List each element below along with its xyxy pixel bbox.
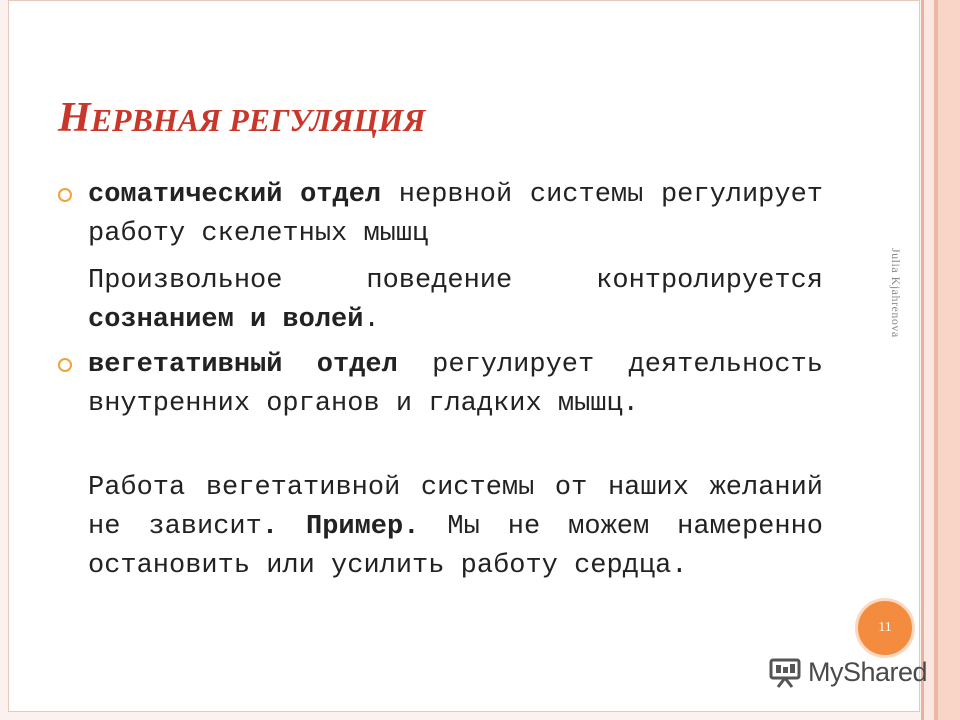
bold-term: соматический отдел [88, 180, 382, 210]
page-number: 11 [878, 620, 892, 635]
paragraph-somatic [88, 176, 823, 254]
paragraph-example [88, 469, 823, 586]
title-rest: ЕРВНАЯ РЕГУЛЯЦИЯ [90, 102, 426, 138]
paragraph-text: Мы не можем намеренно остановить или усилить работу сердца. [88, 512, 823, 581]
bold-term: сознанием и волей [88, 305, 364, 335]
presentation-icon [768, 655, 802, 689]
bullet-icon [58, 358, 72, 372]
bold-term: . Пример. [261, 512, 420, 542]
slide-title [58, 94, 425, 142]
paragraph-voluntary [88, 262, 823, 340]
author-label: Julia Kjahrenova [889, 248, 903, 338]
title-initial: Н [58, 95, 91, 141]
paragraph-autonomic [88, 346, 823, 424]
bold-term: вегетативный отдел [88, 350, 398, 380]
decor-stripe [938, 0, 960, 720]
watermark-text: MyShared [808, 656, 928, 687]
watermark-logo [768, 655, 927, 689]
bullet-icon [58, 188, 72, 202]
paragraph-text: . [363, 305, 380, 335]
decor-stripe [924, 0, 934, 720]
paragraph-text: регулирует деятельность внутренних органов и гладких мышц. [88, 350, 823, 419]
paragraph-text: нервной системы регулирует работу скелетных мышц [88, 180, 823, 249]
paragraph-text: Произвольное поведение контролируется [88, 266, 823, 296]
page-number-badge [855, 598, 915, 658]
paragraph-text: Работа вегетативной системы от наших желаний не зависит [88, 473, 823, 542]
